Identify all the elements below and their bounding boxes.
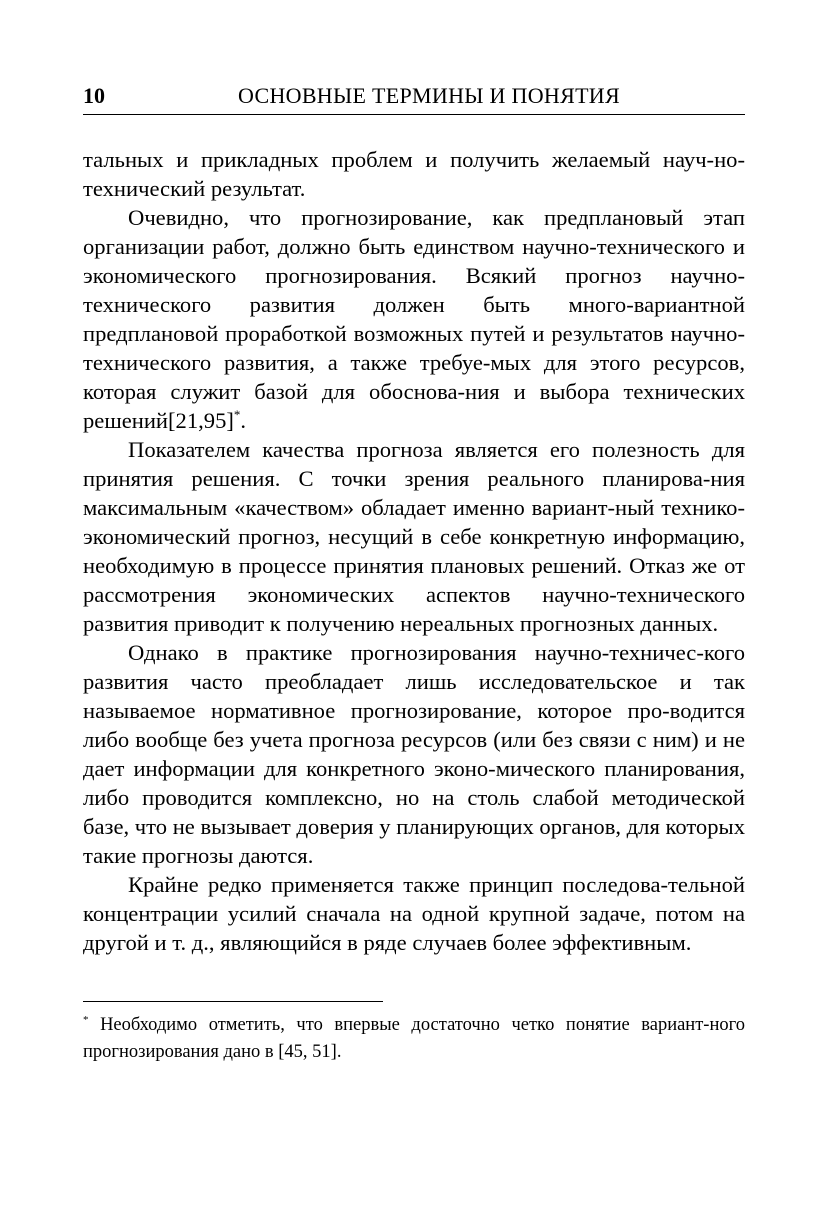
paragraph-5: Крайне редко применяется также принцип последова-тельной концентрации усилий сначала на одной крупной задаче, потом на другой и т. д., являющийся в ряде случаев более эффективным. bbox=[83, 872, 745, 955]
paragraph-2-text: Очевидно, что прогнозирование, как предплановый этап организации работ, должно быть единством научно-технического и экономического прогнозирования. Всякий прогноз научно-технического развития должен быть много-вариантной предплановой проработкой возможных путей и результатов научно-технического развития, а также требуе-мых для этого ресурсов, которая служит базой для обоснова-ния и выбора технических решений[21,95] bbox=[83, 205, 745, 433]
footnote-divider bbox=[83, 1001, 383, 1002]
footnote-ref-tail: . bbox=[240, 408, 247, 433]
footnote-mark: * bbox=[83, 1014, 89, 1026]
paragraph-3: Показателем качества прогноза является его полезность для принятия решения. С точки зрения реального планирова-ния максимальным «качеством» обладает именно вариант-ный технико-экономический прогноз, несущий в себе конкретную информацию, необходимую в процессе принятия плановых решений. Отказ же от рассмотрения экономических аспектов научно-технического развития приводит к получению нереальных прогнозных данных. bbox=[83, 437, 745, 636]
running-title: ОСНОВНЫЕ ТЕРМИНЫ И ПОНЯТИЯ bbox=[238, 83, 620, 108]
paragraph-2 bbox=[83, 203, 745, 435]
book-page bbox=[83, 78, 745, 1066]
footnote-text: Необходимо отметить, что впервые достаточно четко понятие вариант-ного прогнозирования дано в [45, 51]. bbox=[83, 1015, 745, 1062]
body-text bbox=[83, 145, 745, 957]
page-number: 10 bbox=[83, 83, 105, 108]
footnote bbox=[83, 1012, 745, 1066]
footnote-reference bbox=[234, 408, 246, 433]
paragraph-4: Однако в практике прогнозирования научно-техничес-кого развития часто преобладает лишь исследовательское и так называемое нормативное прогнозирование, которое про-водится либо вообще без учета прогноза ресурсов (или без связи с ним) и не дает информации для конкретного эконо-мического планирования, либо проводится комплексно, но на столь слабой методической базе, что не вызывает доверия у планирующих органов, для которых такие прогнозы даются. bbox=[83, 640, 745, 868]
paragraph-1: тальных и прикладных проблем и получить желаемый науч-но-технический результат. bbox=[83, 147, 745, 201]
footnote-marker: * bbox=[233, 407, 241, 422]
running-head bbox=[83, 78, 745, 115]
